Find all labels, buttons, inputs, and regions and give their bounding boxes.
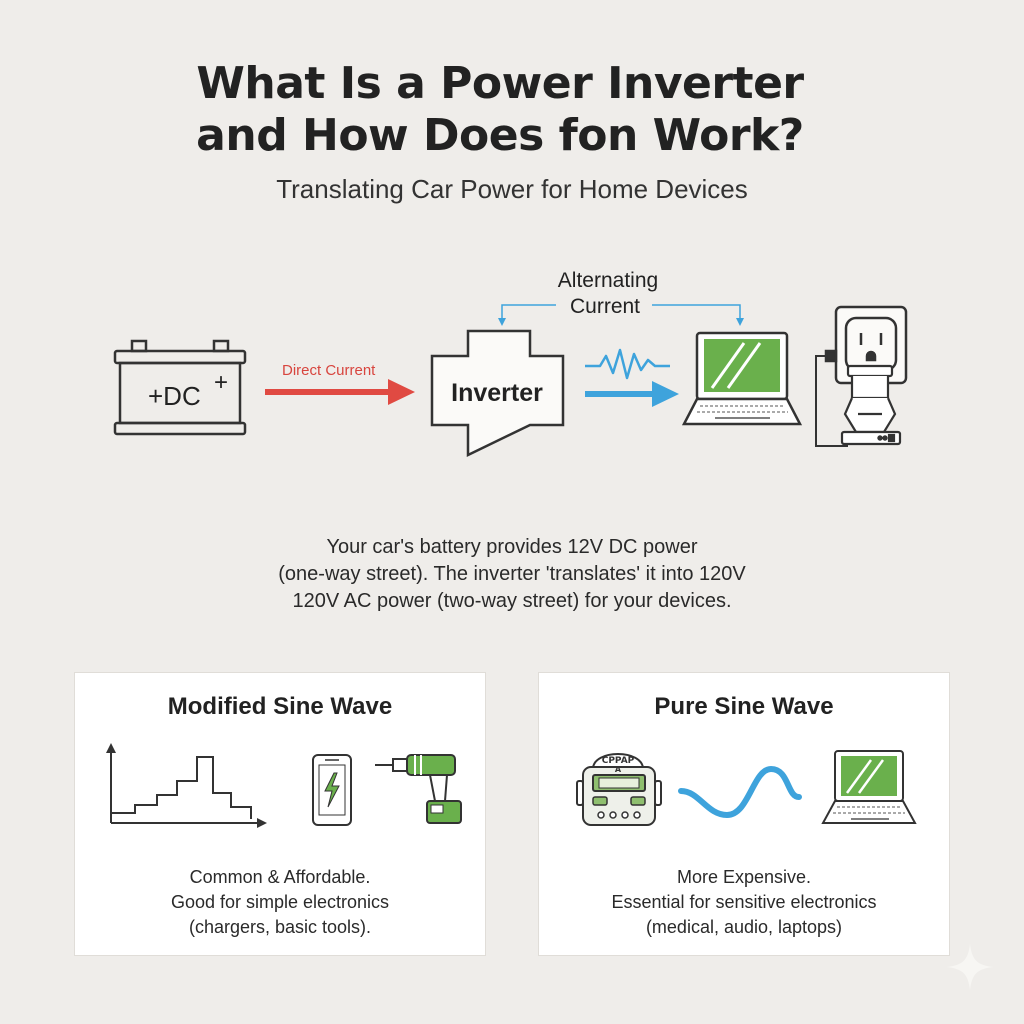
explanation-text [0,534,1024,615]
ac-arrow [585,381,679,407]
explanation-line-3: 120V AC power (two-way street) for your devices. [292,590,732,612]
battery-plus-label: + [214,369,229,396]
title-line-2: and How Does fon Work? [196,110,804,161]
inverter-label: Inverter [451,379,543,407]
dc-arrow [265,379,415,405]
inverter-flow-diagram [0,250,1024,480]
laptop-icon [684,333,800,424]
modified-sine-wave-title: Modified Sine Wave [167,693,393,720]
page-title [0,58,1000,162]
pure-sine-wave-card [538,672,950,956]
phone-icon [313,755,351,825]
modified-sine-wave-card [74,672,486,956]
sparkle-icon [945,942,995,992]
explanation-line-1: Your car's battery provides 12V DC power [326,536,698,558]
page-subtitle: Translating Car Power for Home Devices [276,174,748,204]
medical-device-letter: A [614,765,622,774]
title-line-1: What Is a Power Inverter [196,58,804,109]
modified-line-3: (chargers, basic tools). [188,917,372,937]
drill-icon [375,755,461,823]
pure-line-1: More Expensive. [676,867,812,887]
dc-label: Direct Current [282,362,376,379]
ac-wave-icon [585,350,670,378]
pure-sine-wave-title: Pure Sine Wave [654,693,834,720]
pure-card-illustration [539,733,949,853]
ac-label-line-2: Current [569,295,641,318]
ac-label-line-1: Alternating [557,269,659,292]
explanation-line-2: (one-way street). The inverter 'translates' it into 120V [278,563,746,585]
modified-card-description [75,865,485,940]
modified-card-illustration [75,733,485,853]
modified-line-2: Good for simple electronics [170,892,390,912]
medical-device-label: CPPAP [601,756,635,766]
pure-card-description [539,865,949,940]
pure-sine-wave-icon [681,769,799,815]
battery-label: +DC [148,381,201,411]
modified-sine-wave-graph-icon [106,743,267,828]
modified-line-1: Common & Affordable. [189,867,371,887]
pure-line-2: Essential for sensitive electronics [611,892,877,912]
pure-card-laptop-icon [823,751,915,823]
pure-line-3: (medical, audio, laptops) [645,917,843,937]
